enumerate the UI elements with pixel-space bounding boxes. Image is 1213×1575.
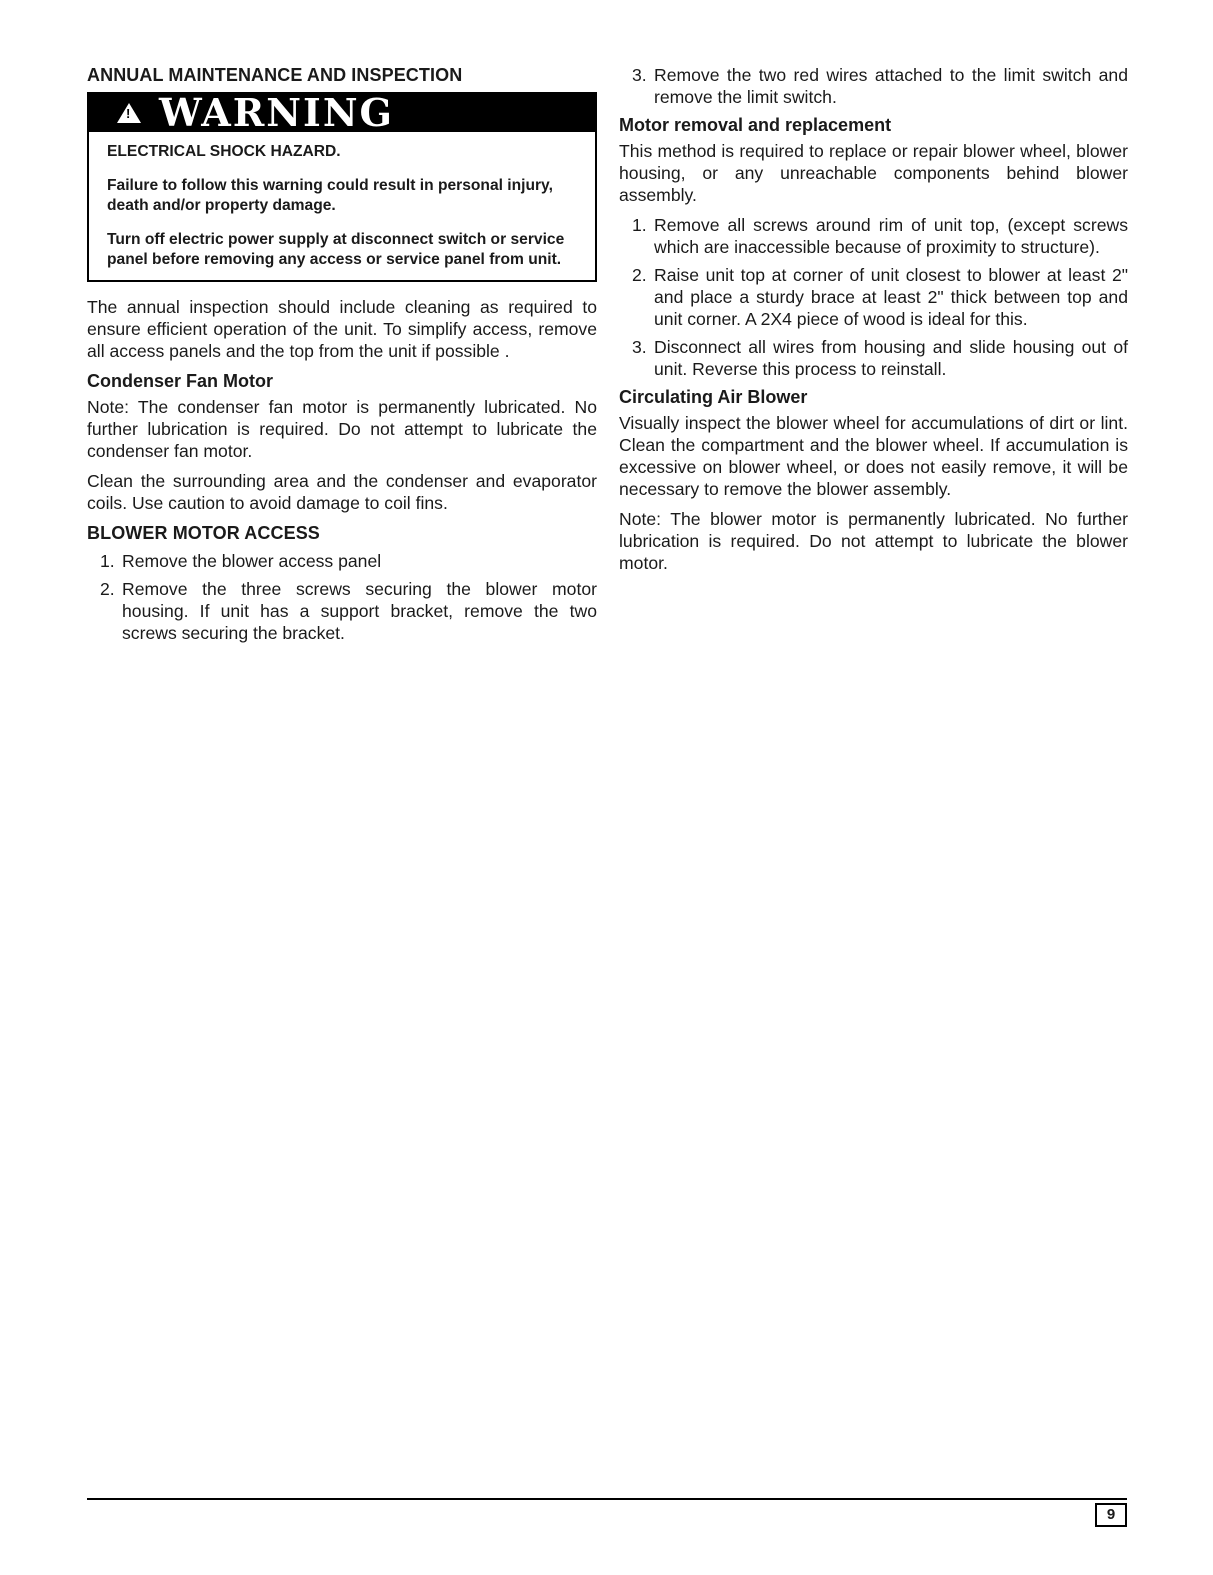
list-item: 3. Disconnect all wires from housing and slide housing out of unit. Reverse this process to reinstall. [632,337,1128,379]
footer-rule [87,1498,1127,1500]
condenser-clean: Clean the surrounding area and the condenser and evaporator coils. Use caution to avoid damage to coil fins. [87,471,597,513]
list-item: 1. Remove the blower access panel [100,551,382,571]
list-item: 2. Raise unit top at corner of unit closest to blower at least 2" and place a sturdy brace at least 2" thick between top and unit corner. A 2X4 piece of wood is ideal for this. [632,265,1128,329]
circulating-heading: Circulating Air Blower [619,387,808,407]
blower-access-heading: BLOWER MOTOR ACCESS [87,523,320,543]
condenser-heading: Condenser Fan Motor [87,371,274,391]
section-title: ANNUAL MAINTENANCE AND INSPECTION [87,65,463,85]
warning-title: WARNING [159,90,395,135]
motor-intro: This method is required to replace or repair blower wheel, blower housing, or any unreachable components behind blower assembly. [619,141,1128,205]
page-number: 9 [1095,1503,1127,1527]
motor-steps-list [619,214,1128,380]
warning-header [89,90,595,135]
warning-instruction: Turn off electric power supply at disconnect switch or service panel before removing any access or service panel from unit. [107,231,565,268]
warning-body [89,132,595,280]
right-column [619,64,1128,582]
list-item: 2. Remove the three screws securing the blower motor housing. If unit has a support bracket, remove the two screws securing the bracket. [100,579,597,643]
circulating-note: Note: The blower motor is permanently lubricated. No further lubrication is required. Do not attempt to lubricate the blower motor. [619,509,1128,573]
warning-triangle-icon: ! [117,103,141,123]
intro-paragraph: The annual inspection should include cleaning as required to ensure efficient operation of the unit. To simplify access, remove all access panels and the top from the unit if possible . [87,297,597,361]
warning-consequence: Failure to follow this warning could result in personal injury, death and/or property damage. [107,177,553,214]
warning-box [87,92,597,282]
condenser-note: Note: The condenser fan motor is permanently lubricated. No further lubrication is required. Do not attempt to lubricate the condenser fan motor. [87,397,597,461]
motor-heading: Motor removal and replacement [619,115,892,135]
circulating-text: Visually inspect the blower wheel for accumulations of dirt or lint. Clean the compartment and the blower wheel. If accumulation is excessive on blower wheel, or does not easily remove, it will be necessary to remove the blower assembly. [619,413,1128,499]
list-item: 3. Remove the two red wires attached to the limit switch and remove the limit switch. [632,65,1128,107]
left-column [87,64,597,650]
blower-steps-list [87,550,597,644]
warning-hazard: ELECTRICAL SHOCK HAZARD. [107,143,341,160]
blower-steps-continued [619,64,1128,108]
list-item: 1. Remove all screws around rim of unit top, (except screws which are inaccessible because of proximity to structure). [632,215,1128,257]
